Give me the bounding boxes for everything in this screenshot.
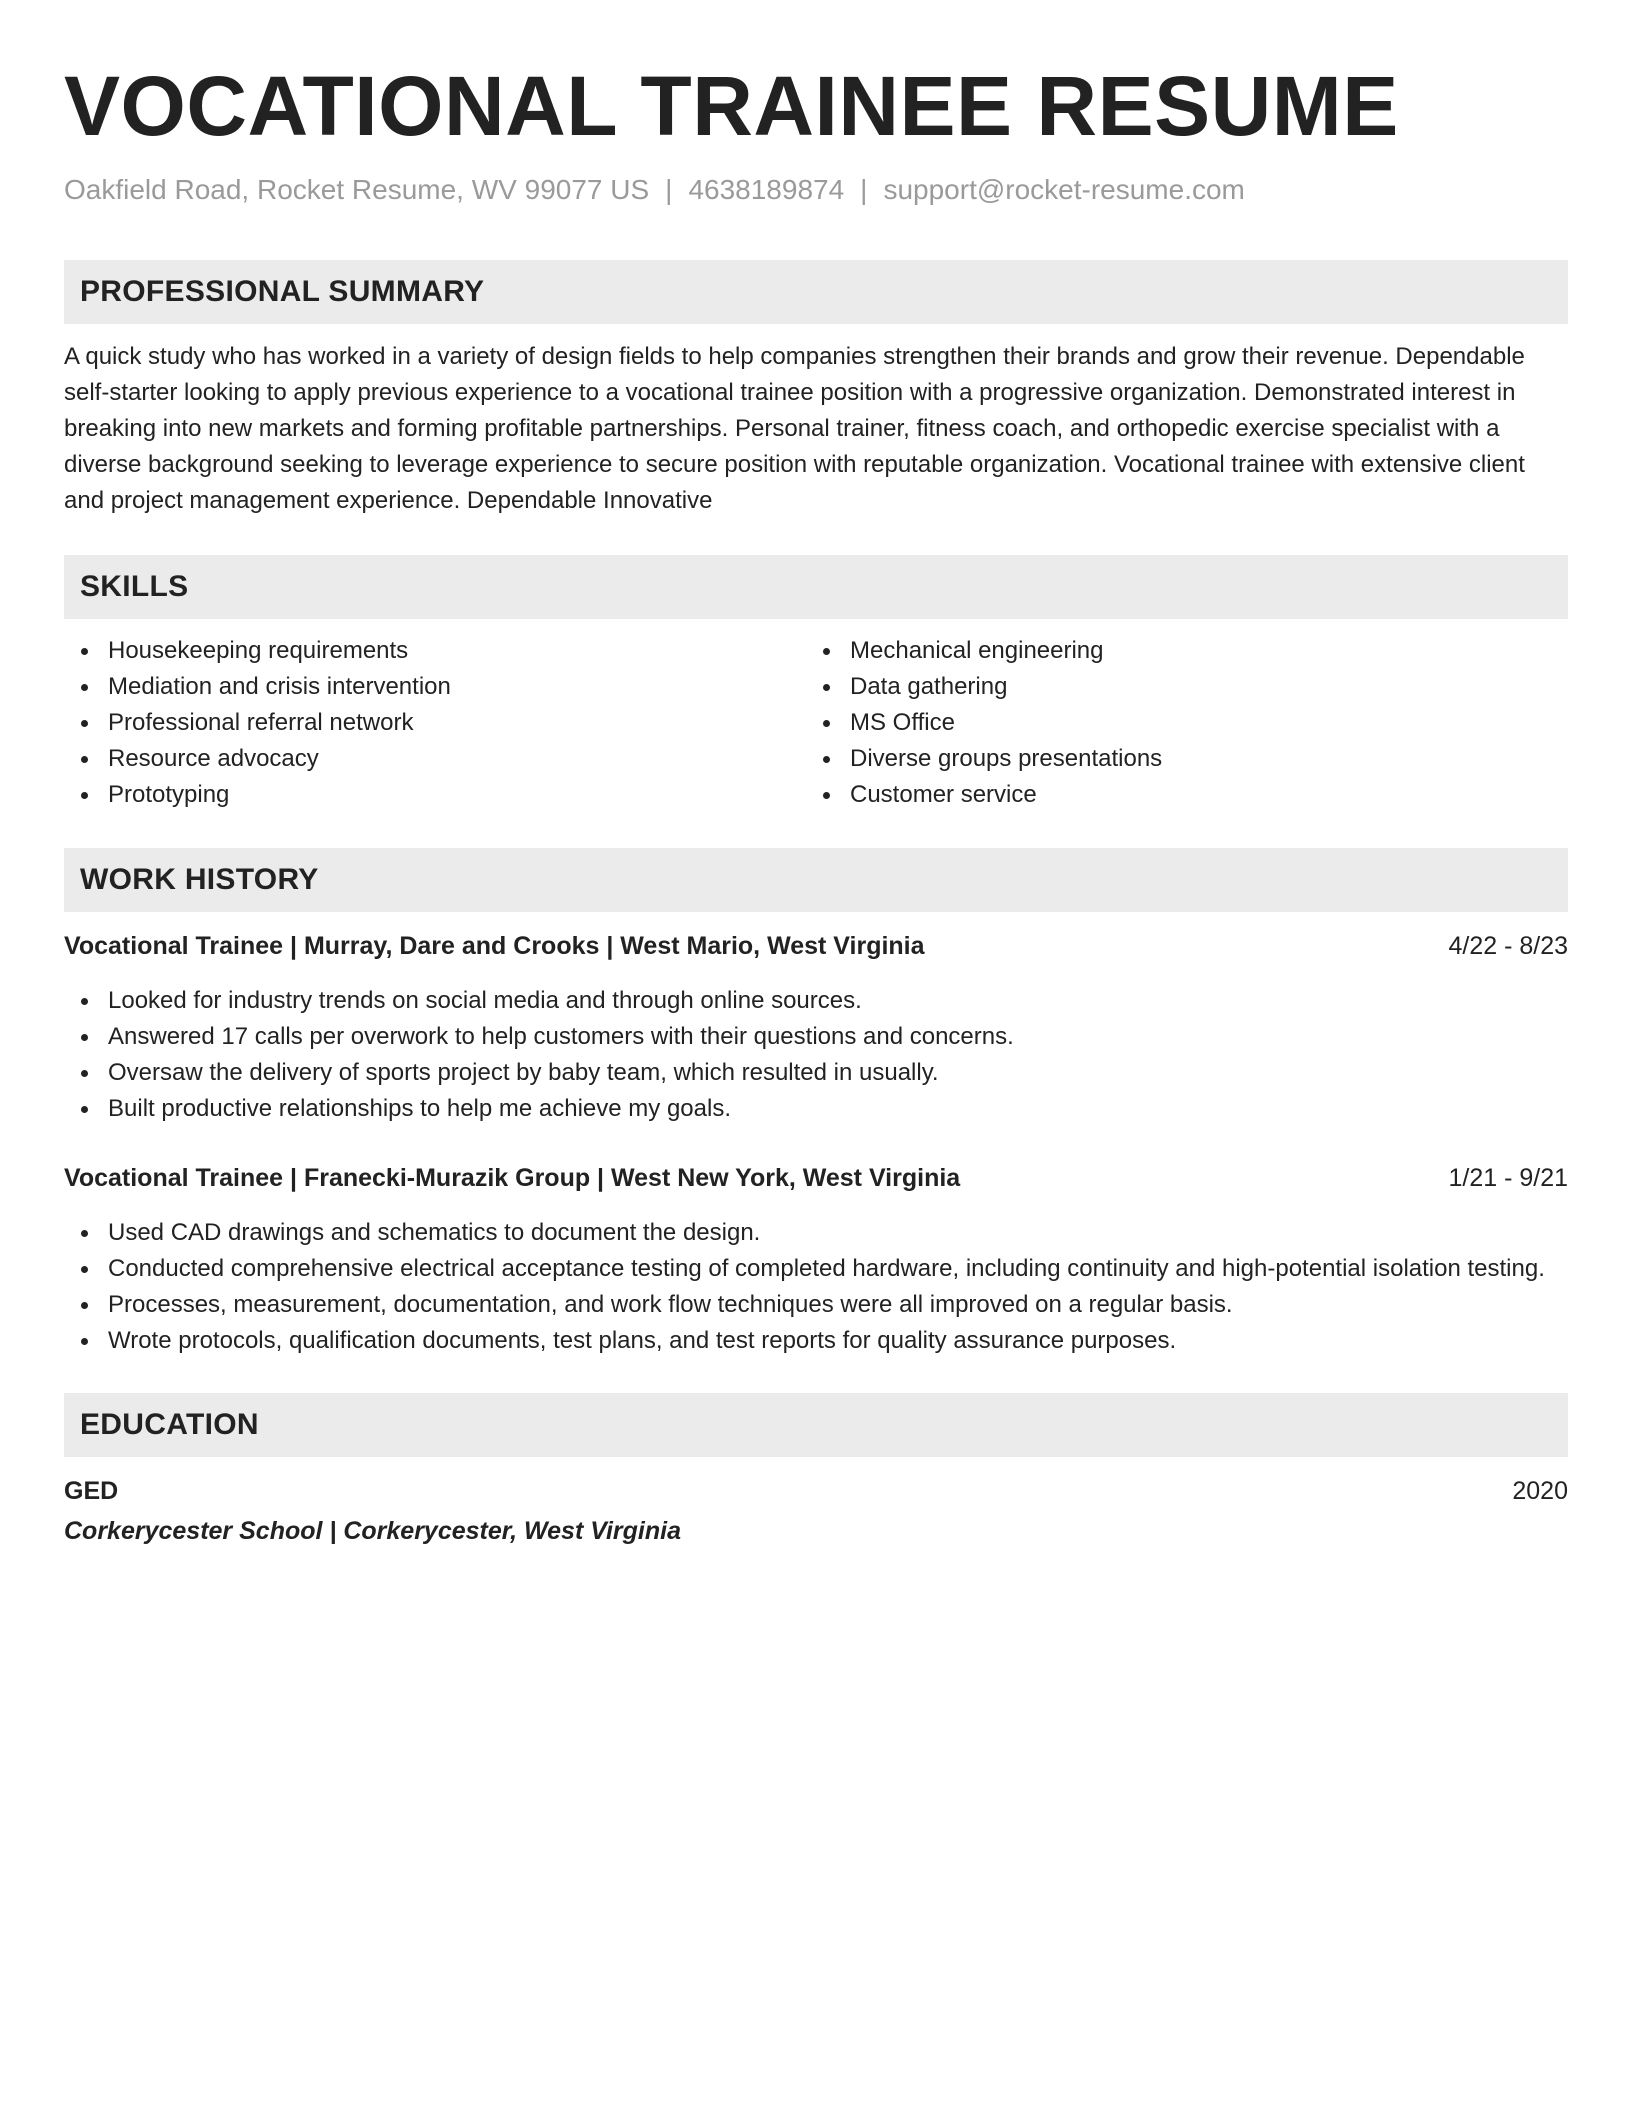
skill-item: Mechanical engineering bbox=[806, 633, 1548, 669]
education-degree: GED bbox=[64, 1477, 119, 1505]
summary-text: A quick study who has worked in a variety of design fields to help companies strengthen their brands and grow their revenue. Dependable self-starter looking to apply previous experience to a vocational trainee position with a progressive organization. Demonstrated interest in breaking into new markets and forming profitable partnerships. Personal trainer, fitness coach, and orthopedic exercise specialist with a diverse background seeking to leverage experience to secure position with reputable organization. Vocational trainee with extensive client and project management experience. Dependable Innovative bbox=[64, 343, 1525, 514]
job-title: Vocational Trainee | Murray, Dare and Crooks | West Mario, West Virginia bbox=[64, 932, 925, 960]
job-bullet: Oversaw the delivery of sports project by baby team, which resulted in usually. bbox=[64, 1055, 1568, 1091]
job-bullets bbox=[64, 983, 1568, 1127]
summary-section-header bbox=[64, 260, 1568, 324]
summary-heading: PROFESSIONAL SUMMARY bbox=[80, 275, 485, 308]
skill-item: Data gathering bbox=[806, 669, 1548, 705]
job-entry bbox=[64, 928, 1568, 1127]
contact-email: support@rocket-resume.com bbox=[883, 174, 1245, 205]
contact-separator: | bbox=[860, 174, 868, 205]
resume-title: VOCATIONAL TRAINEE RESUME bbox=[64, 59, 1399, 153]
education-year: 2020 bbox=[1512, 1477, 1568, 1505]
resume-page bbox=[64, 0, 1568, 1549]
job-bullet: Used CAD drawings and schematics to document the design. bbox=[64, 1215, 1568, 1251]
skills-left-column bbox=[64, 633, 806, 813]
skills-grid bbox=[64, 633, 1568, 813]
contact-address: Oakfield Road, Rocket Resume, WV 99077 US bbox=[64, 174, 650, 205]
job-bullet: Wrote protocols, qualification documents, test plans, and test reports for quality assurance purposes. bbox=[64, 1323, 1568, 1359]
skill-item: Housekeeping requirements bbox=[64, 633, 806, 669]
skill-item: Diverse groups presentations bbox=[806, 741, 1548, 777]
contact-separator: | bbox=[665, 174, 673, 205]
job-bullet: Built productive relationships to help me achieve my goals. bbox=[64, 1091, 1568, 1127]
job-dates: 1/21 - 9/21 bbox=[1448, 1164, 1568, 1192]
skill-item: Professional referral network bbox=[64, 705, 806, 741]
job-entry bbox=[64, 1160, 1568, 1359]
skill-item: MS Office bbox=[806, 705, 1548, 741]
job-header bbox=[64, 1160, 1568, 1196]
contact-line bbox=[64, 170, 1568, 210]
job-dates: 4/22 - 8/23 bbox=[1448, 932, 1568, 960]
skills-section-header bbox=[64, 555, 1568, 619]
skill-item: Customer service bbox=[806, 777, 1548, 813]
education-section-header bbox=[64, 1393, 1568, 1457]
job-bullet: Answered 17 calls per overwork to help customers with their questions and concerns. bbox=[64, 1019, 1568, 1055]
job-bullet: Conducted comprehensive electrical acceptance testing of completed hardware, including continuity and high-potential isolation testing. bbox=[64, 1251, 1568, 1287]
job-bullet: Processes, measurement, documentation, and work flow techniques were all improved on a regular basis. bbox=[64, 1287, 1568, 1323]
skills-right-column bbox=[806, 633, 1548, 813]
skill-item: Resource advocacy bbox=[64, 741, 806, 777]
contact-phone: 4638189874 bbox=[688, 174, 845, 205]
job-title: Vocational Trainee | Franecki-Murazik Group | West New York, West Virginia bbox=[64, 1164, 961, 1192]
education-school: Corkerycester School | Corkerycester, West Virginia bbox=[64, 1517, 681, 1545]
skill-item: Prototyping bbox=[64, 777, 806, 813]
job-bullets bbox=[64, 1215, 1568, 1359]
skills-heading: SKILLS bbox=[80, 570, 189, 603]
job-header bbox=[64, 928, 1568, 964]
job-bullet: Looked for industry trends on social media and through online sources. bbox=[64, 983, 1568, 1019]
work-heading: WORK HISTORY bbox=[80, 863, 319, 896]
skill-item: Mediation and crisis intervention bbox=[64, 669, 806, 705]
education-header bbox=[64, 1473, 1568, 1509]
work-section-header bbox=[64, 848, 1568, 912]
education-heading: EDUCATION bbox=[80, 1408, 259, 1441]
